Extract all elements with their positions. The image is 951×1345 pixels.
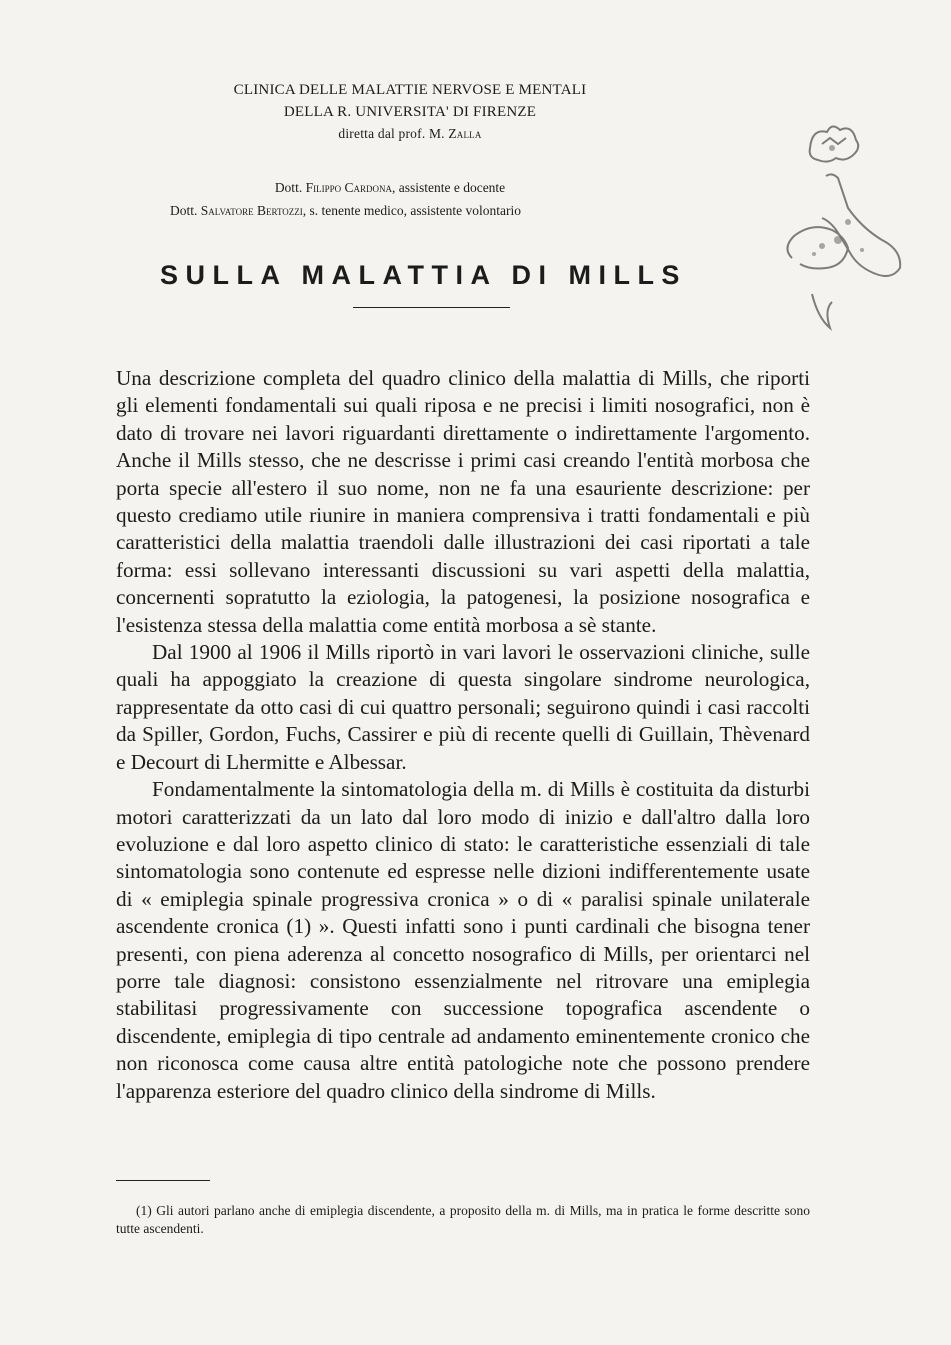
article-body [116,365,810,1105]
footnote-rule [116,1180,210,1181]
author-1-prefix: Dott. [274,180,303,195]
library-stamp-emblem [752,118,912,338]
author-1-role: , assistente e docente [391,180,506,195]
institution-line-2: DELLA R. UNIVERSITA' DI FIRENZE [283,104,537,120]
director-line [150,124,670,144]
paragraph-1: Una descrizione completa del quadro clinico della malattia di Mills, che riporti gli elementi fondamentali sui quali riposa e ne precisi i limiti nosografici, non è dato di trovare nei lavori riguardanti direttamente o indirettamente l'argomento. Anche il Mills stesso, che ne descrisse i primi casi creando l'entità morbosa che porta specie all'estero il suo nome, non ne fa una esauriente descrizione: per questo crediamo utile riunire in maniera comprensiva i tratti fondamentali e più caratteristici della malattia traendoli dalle illustrazioni dei casi riportati a tale forma: essi sollevano interessanti discussioni su vari aspetti della malattia, concernenti sopratutto la eziologia, la patogenesi, la posizione nosografica e l'esistenza stessa della malattia come entità morbosa a sè stante. [116,366,810,637]
footnote-text: Gli autori parlano anche di emiplegia discendente, a proposito della m. di Mills, ma in pratica le forme descritte sono tutte ascendenti. [116,1203,810,1236]
author-2-prefix: Dott. [170,203,198,218]
author-2-name: Salvatore Bertozzi [200,203,303,218]
author-2 [170,199,610,222]
director-prefix: diretta dal prof. M. [338,126,445,141]
title-rule [353,307,510,308]
footnote [116,1202,810,1238]
article-title: SULLA MALATTIA DI MILLS [160,260,687,290]
author-1 [170,176,610,199]
paragraph-2: Dal 1900 al 1906 il Mills riportò in vari lavori le osservazioni cliniche, sulle quali ha appoggiato la creazione di questa singolare sindrome neurologica, rappresentate da otto casi di cui quattro personali; seguirono quindi i casi raccolti da Spiller, Gordon, Fuchs, Cassirer e più di recente quelli di Guillain, Thèvenard e Decourt di Lhermitte e Albessar. [116,640,810,774]
author-2-role: , s. tenente medico, assistente volontario [302,203,521,218]
footnote-mark: (1) [136,1203,152,1218]
author-1-name: Filippo Cardona [305,180,392,195]
paragraph-3: Fondamentalmente la sintomatologia della m. di Mills è costituita da disturbi motori caratterizzati da un lato dal loro modo di inizio e dall'altro dalla loro evoluzione e dal loro aspetto clinico di stato: le caratteristiche essenziali di tale sintomatologia sono contenute ed espresse nelle dizioni indifferentemente usate di « emiplegia spinale progressiva cronica » o di « paralisi spinale unilaterale ascendente cronica (1) ». Questi infatti sono i punti cardinali che bisogna tener presenti, con piena aderenza al concetto nosografico di Mills, per orientarci nel porre tale diagnosi: consistono essenzialmente nel ritrovare una emiplegia stabilitasi progressivamente con successione topografica ascendente o discendente, emiplegia di tipo centrale ad andamento eminentemente cronico che non riconosca come causa altre entità patologiche note che possono prendere l'apparenza esteriore del quadro clinico della sindrome di Mills. [116,777,810,1103]
author-list [170,176,610,222]
institution-line-1: CLINICA DELLE MALATTIE NERVOSE E MENTALI [233,82,587,98]
director-name: Zalla [448,126,482,141]
